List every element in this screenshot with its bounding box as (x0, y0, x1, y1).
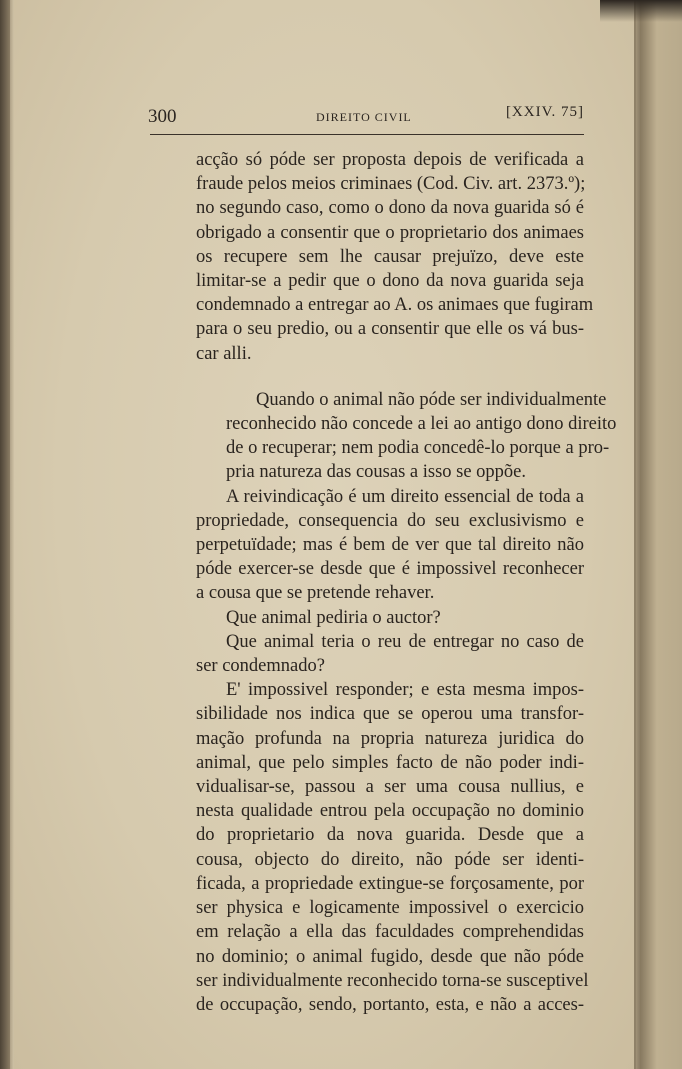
text-line: póde exercer-se desde que é impossivel reconhecer (196, 559, 584, 580)
paragraph (196, 630, 584, 678)
header-rule (150, 134, 584, 135)
text-line: animal, que pelo simples facto de não poder indi- (196, 752, 584, 773)
text-line: Que animal pediria o auctor? (226, 607, 441, 628)
text-line: obrigado a consentir que o proprietario dos animaes (196, 222, 584, 243)
page-number: 300 (148, 106, 177, 127)
text-line: perpetuïdade; mas é bem de ver que tal direito não (196, 535, 584, 556)
text-line: a cousa que se pretende rehaver. (196, 583, 435, 604)
paragraph (196, 485, 584, 606)
running-header (148, 100, 584, 130)
text-line: pria natureza das cousas a isso se oppõe. (226, 462, 527, 483)
text-line: Quando o animal não póde ser individualmente (256, 389, 607, 410)
text-line: A reivindicação é um direito essencial de toda a (226, 486, 584, 507)
paragraph (196, 606, 584, 630)
corner-shadow (600, 0, 682, 22)
text-line: ser physica e logicamente impossivel o exercicio (196, 898, 584, 919)
book-spine-shadow (0, 0, 10, 1069)
text-line: no dominio; o animal fugido, desde que não póde (196, 946, 584, 967)
adjacent-page-edge (640, 0, 682, 1069)
text-line: vidualisar-se, passou a ser uma cousa nullius, e (196, 777, 584, 798)
text-line: car alli. (196, 343, 252, 364)
text-line: acção só póde ser proposta depois de verificada a (196, 150, 584, 170)
text-line: mação profunda na propria natureza juridica do (196, 728, 584, 749)
text-line: Que animal teria o reu de entregar no caso de (226, 631, 584, 652)
text-line: condemnado a entregar ao A. os animaes que fugiram (196, 295, 594, 316)
text-line: E' impossivel responder; e esta mesma impos- (226, 680, 584, 701)
text-line: de o recuperar; nem podia concedê-lo porque a pro- (226, 438, 610, 459)
body-text (196, 148, 617, 1017)
paragraph (196, 678, 589, 1017)
text-line: no segundo caso, como o dono da nova guarida só é (196, 198, 584, 219)
running-title: DIREITO CIVIL (316, 110, 412, 124)
text-line: nesta qualidade entrou pela occupação no dominio (196, 801, 584, 822)
text-line: em relação a ella das faculdades comprehendidas (196, 922, 584, 943)
text-line: sibilidade nos indica que se operou uma transfor- (196, 704, 584, 725)
paragraph (196, 148, 594, 366)
text-line: cousa, objecto do direito, não póde ser identi- (196, 849, 584, 870)
paragraph (196, 388, 617, 485)
text-line: de occupação, sendo, portanto, esta, e não a acces- (196, 994, 584, 1015)
text-line: do proprietario da nova guarida. Desde que a (196, 825, 584, 846)
text-line: propriedade, consequencia do seu exclusivismo e (196, 510, 584, 531)
text-line: os recupere sem lhe causar prejuïzo, deve este (196, 246, 584, 267)
text-line: para o seu predio, ou a consentir que elle os vá bus- (196, 319, 584, 340)
text-line: ficada, a propriedade extingue-se forçosamente, por (196, 873, 584, 894)
section-reference: [XXIV. 75] (505, 104, 584, 120)
text-line: limitar-se a pedir que o dono da nova guarida seja (196, 271, 584, 292)
text-line: ser individualmente reconhecido torna-se susceptivel (196, 970, 589, 991)
text-line: fraude pelos meios criminaes (Cod. Civ. art. 2373.º); (196, 174, 586, 195)
text-line: reconhecido não concede a lei ao antigo dono direito (226, 414, 617, 435)
text-line: ser condemnado? (196, 656, 325, 677)
